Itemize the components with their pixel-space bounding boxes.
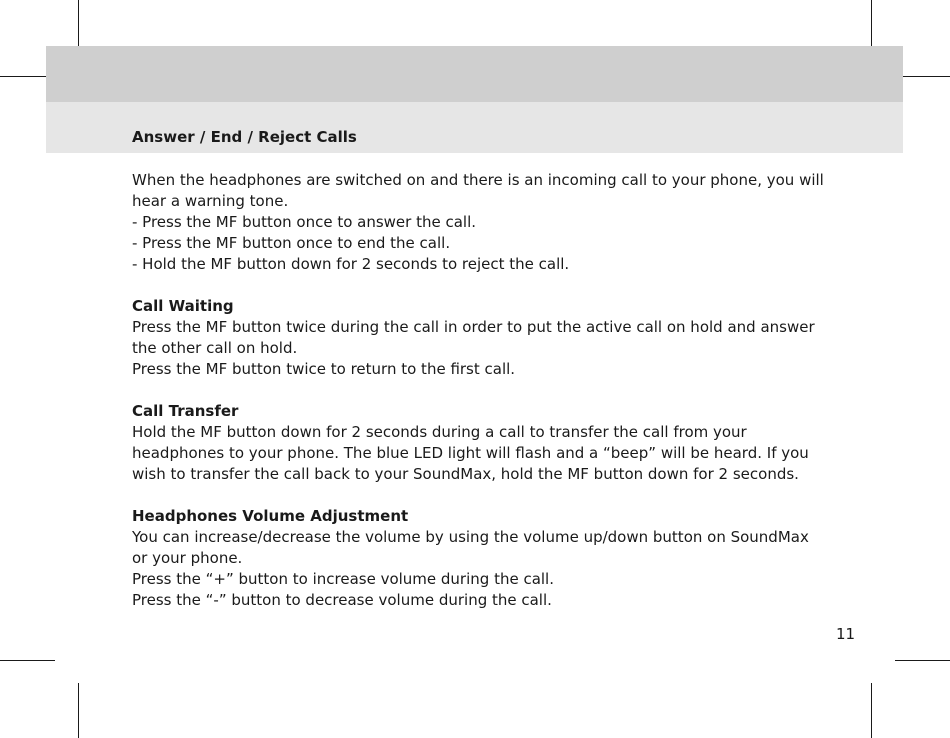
section-volume-adjustment [132, 506, 822, 611]
body-line: - Hold the MF button down for 2 seconds to reject the call. [132, 255, 570, 273]
body-line: headphones to your phone. The blue LED light will flash and a “beep” will be heard. If you [132, 444, 809, 462]
section-answer-end-reject [132, 170, 822, 275]
section-heading-call-transfer: Call Transfer [132, 402, 239, 420]
header-band-dark [46, 46, 903, 102]
body-line: Press the MF button twice during the call in order to put the active call on hold and answer [132, 318, 815, 336]
body-line: or your phone. [132, 549, 243, 567]
section-heading-call-waiting: Call Waiting [132, 297, 234, 315]
body-line: Press the “+” button to increase volume during the call. [132, 570, 554, 588]
crop-mark-bottom-right-horizontal [895, 660, 950, 661]
crop-mark-bottom-right-vertical [871, 683, 872, 738]
crop-mark-top-right-horizontal [895, 76, 950, 77]
body-line: wish to transfer the call back to your SoundMax, hold the MF button down for 2 seconds. [132, 465, 799, 483]
body-line: You can increase/decrease the volume by using the volume up/down button on SoundMax [132, 528, 809, 546]
body-line: - Press the MF button once to answer the call. [132, 213, 477, 231]
page-number: 11 [836, 625, 856, 643]
body-line: hear a warning tone. [132, 192, 289, 210]
body-line: When the headphones are switched on and there is an incoming call to your phone, you will [132, 171, 824, 189]
body-line: Press the “-” button to decrease volume during the call. [132, 591, 552, 609]
body-line: the other call on hold. [132, 339, 298, 357]
body-line: Press the MF button twice to return to the first call. [132, 360, 516, 378]
page-heading: Answer / End / Reject Calls [132, 128, 357, 146]
crop-mark-bottom-left-vertical [78, 683, 79, 738]
section-call-transfer [132, 401, 822, 485]
body-line: - Press the MF button once to end the call. [132, 234, 451, 252]
page-content [132, 170, 822, 632]
section-call-waiting [132, 296, 822, 380]
crop-mark-bottom-left-horizontal [0, 660, 55, 661]
section-heading-volume-adjustment: Headphones Volume Adjustment [132, 507, 409, 525]
body-line: Hold the MF button down for 2 seconds during a call to transfer the call from your [132, 423, 747, 441]
